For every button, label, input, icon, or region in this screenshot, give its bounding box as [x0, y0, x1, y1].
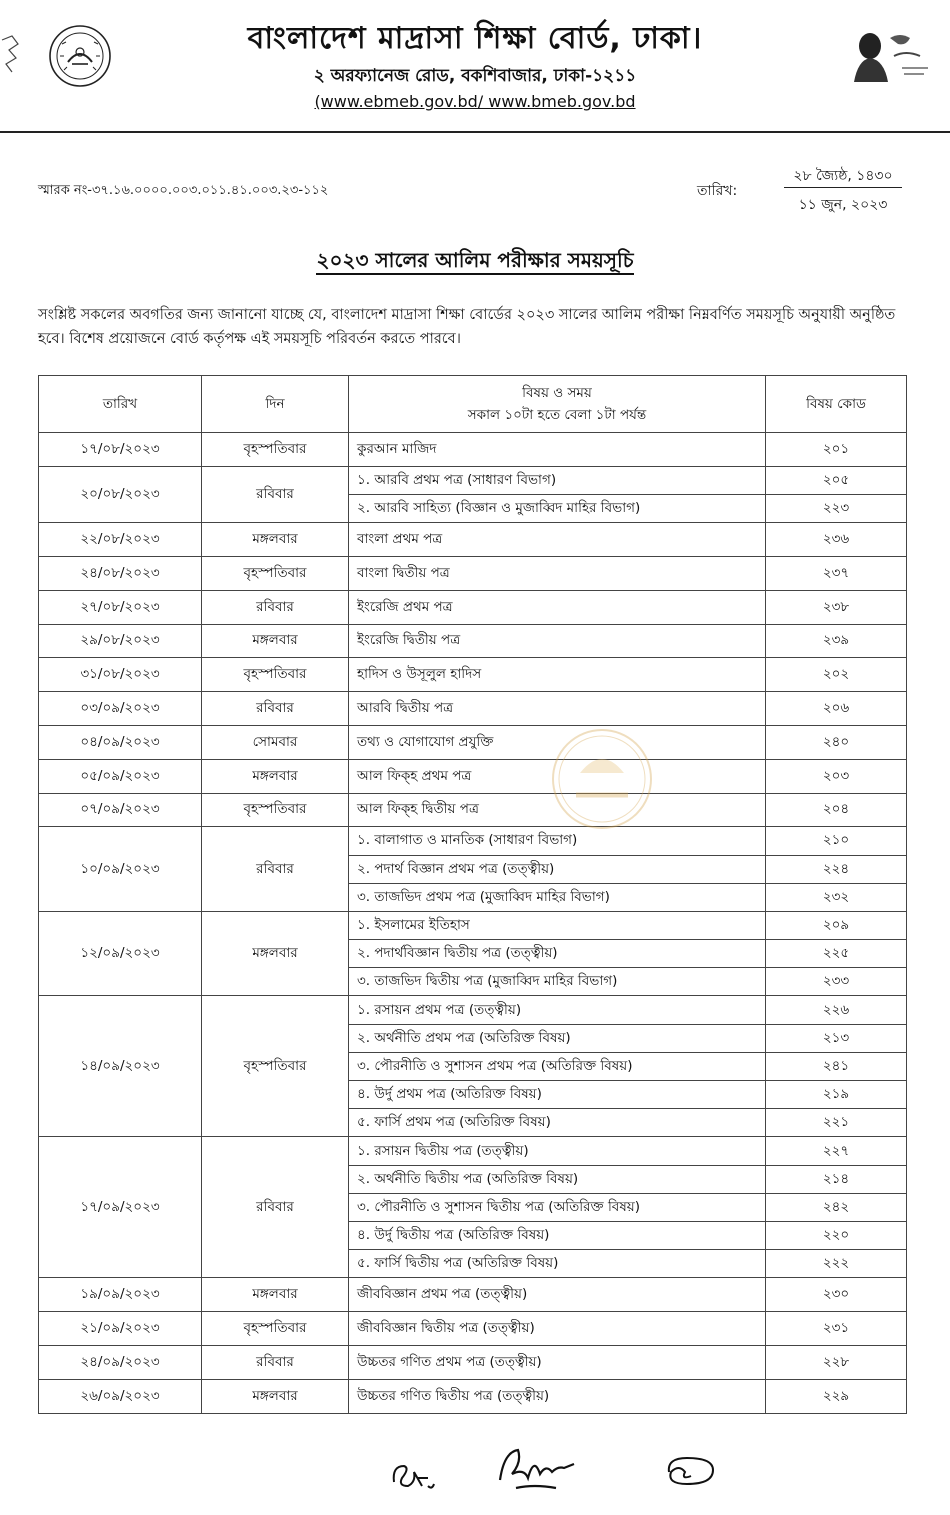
- exam-day: মঙ্গলবার: [202, 1278, 349, 1312]
- subject-code: ২০৫: [766, 466, 907, 494]
- exam-day: মঙ্গলবার: [202, 911, 349, 996]
- subject-code: ২১৪: [766, 1165, 907, 1193]
- board-websites-link[interactable]: (www.ebmeb.gov.bd/ www.bmeb.gov.bd: [314, 92, 636, 111]
- exam-date: ০৩/০৯/২০২৩: [39, 692, 202, 726]
- table-header-row: [39, 376, 907, 433]
- subject-code: ২২৬: [766, 996, 907, 1024]
- table-row: [39, 759, 907, 793]
- subject-code: ২২৪: [766, 855, 907, 883]
- table-row: [39, 658, 907, 692]
- exam-day: রবিবার: [202, 827, 349, 912]
- exam-day: বৃহস্পতিবার: [202, 658, 349, 692]
- exam-schedule-table: [38, 375, 907, 1414]
- date-label: তারিখ:: [697, 183, 738, 199]
- subject-name: ১. ইসলামের ইতিহাস: [349, 911, 766, 939]
- exam-date: ০৭/০৯/২০২৩: [39, 793, 202, 827]
- subject-code: ২৪০: [766, 725, 907, 759]
- subject-code: ২৩৭: [766, 556, 907, 590]
- header-divider: [0, 131, 950, 133]
- subject-name: ২. আরবি সাহিত্য (বিজ্ঞান ও মুজাব্বিদ মাহির বিভাগ): [349, 494, 766, 522]
- exam-day: মঙ্গলবার: [202, 624, 349, 658]
- board-address: ২ অরফ্যানেজ রোড, বকশিবাজার, ঢাকা-১২১১: [313, 66, 637, 86]
- exam-date: ০৪/০৯/২০২৩: [39, 725, 202, 759]
- subject-code: ২৩০: [766, 1278, 907, 1312]
- subject-code: ২৩২: [766, 883, 907, 911]
- subject-code: ২০৪: [766, 793, 907, 827]
- table-row: [39, 556, 907, 590]
- subject-code: ২৩৮: [766, 590, 907, 624]
- exam-date: ২৭/০৮/২০২৩: [39, 590, 202, 624]
- subject-code: ২৩৬: [766, 523, 907, 557]
- subject-code: ২৪২: [766, 1193, 907, 1221]
- exam-date: ২৪/০৮/২০২৩: [39, 556, 202, 590]
- subject-name: ৫. ফার্সি প্রথম পত্র (অতিরিক্ত বিষয়): [349, 1109, 766, 1137]
- subject-name: ইংরেজি দ্বিতীয় পত্র: [349, 624, 766, 658]
- table-row: [39, 1278, 907, 1312]
- exam-day: মঙ্গলবার: [202, 523, 349, 557]
- subject-name: ২. পদার্থ বিজ্ঞান প্রথম পত্র (তত্ত্বীয়): [349, 855, 766, 883]
- exam-day: রবিবার: [202, 590, 349, 624]
- subject-name: উচ্চতর গণিত দ্বিতীয় পত্র (তত্ত্বীয়): [349, 1379, 766, 1413]
- subject-code: ২২০: [766, 1221, 907, 1249]
- subject-name: ৪. উর্দু প্রথম পত্র (অতিরিক্ত বিষয়): [349, 1081, 766, 1109]
- exam-date: ২৪/০৯/২০২৩: [39, 1345, 202, 1379]
- subject-code: ২৪১: [766, 1052, 907, 1080]
- subject-code: ২৩৩: [766, 968, 907, 996]
- subject-name: ৩. তাজভিদ প্রথম পত্র (মুজাব্বিদ মাহির বিভাগ): [349, 883, 766, 911]
- table-row: [39, 1345, 907, 1379]
- subject-name: ইংরেজি প্রথম পত্র: [349, 590, 766, 624]
- date-bangla: ২৮ জ্যৈষ্ঠ, ১৪৩০: [793, 168, 893, 184]
- subject-code: ২৩৯: [766, 624, 907, 658]
- table-row: [39, 624, 907, 658]
- exam-day: বৃহস্পতিবার: [202, 793, 349, 827]
- subject-name: ২. অর্থনীতি দ্বিতীয় পত্র (অতিরিক্ত বিষয়): [349, 1165, 766, 1193]
- exam-day: রবিবার: [202, 1137, 349, 1278]
- subject-name: ৫. ফার্সি দ্বিতীয় পত্র (অতিরিক্ত বিষয়): [349, 1250, 766, 1278]
- subject-code: ২২৯: [766, 1379, 907, 1413]
- subject-name: আল ফিক্‌হ প্রথম পত্র: [349, 759, 766, 793]
- exam-date: ২৬/০৯/২০২৩: [39, 1379, 202, 1413]
- subject-code: ২২৫: [766, 940, 907, 968]
- date-divider: [784, 187, 902, 188]
- subject-name: ৩. পৌরনীতি ও সুশাসন প্রথম পত্র (অতিরিক্ত বিষয়): [349, 1052, 766, 1080]
- subject-name: জীববিজ্ঞান প্রথম পত্র (তত্ত্বীয়): [349, 1278, 766, 1312]
- subject-name: আল ফিক্‌হ দ্বিতীয় পত্র: [349, 793, 766, 827]
- table-row: [39, 1312, 907, 1346]
- exam-date: ৩১/০৮/২০২৩: [39, 658, 202, 692]
- exam-date: ২১/০৯/২০২৩: [39, 1312, 202, 1346]
- alormela-watermark-icon: [550, 727, 654, 831]
- table-row: [39, 692, 907, 726]
- subject-name: ৪. উর্দু দ্বিতীয় পত্র (অতিরিক্ত বিষয়): [349, 1221, 766, 1249]
- subject-name: ৩. তাজভিদ দ্বিতীয় পত্র (মুজাব্বিদ মাহির বিভাগ): [349, 968, 766, 996]
- table-row: [39, 466, 907, 494]
- header-code: বিষয় কোড: [766, 376, 907, 433]
- table-row: [39, 996, 907, 1024]
- exam-day: বৃহস্পতিবার: [202, 556, 349, 590]
- subject-code: ২২১: [766, 1109, 907, 1137]
- header-subject-line2: সকাল ১০টা হতে বেলা ১টা পর্যন্ত: [467, 407, 647, 423]
- signature-1-icon: [388, 1456, 436, 1496]
- subject-name: হাদিস ও উসূলুল হাদিস: [349, 658, 766, 692]
- document-title-text: ২০২৩ সালের আলিম পরীক্ষার সময়সূচি: [316, 248, 633, 275]
- subject-name: আরবি দ্বিতীয় পত্র: [349, 692, 766, 726]
- subject-code: ২০৬: [766, 692, 907, 726]
- exam-day: বৃহস্পতিবার: [202, 433, 349, 467]
- subject-name: বাংলা প্রথম পত্র: [349, 523, 766, 557]
- subject-code: ২১৯: [766, 1081, 907, 1109]
- subject-name: ১. আরবি প্রথম পত্র (সাধারণ বিভাগ): [349, 466, 766, 494]
- subject-code: ২০২: [766, 658, 907, 692]
- signature-3-icon: [657, 1452, 723, 1488]
- table-row: [39, 523, 907, 557]
- header-day: দিন: [202, 376, 349, 433]
- signature-2-icon: [494, 1444, 576, 1496]
- board-title: বাংলাদেশ মাদ্রাসা শিক্ষা বোর্ড, ঢাকা।: [247, 21, 703, 56]
- header-subject-line1: বিষয় ও সময়: [522, 385, 592, 401]
- subject-code: ২২৮: [766, 1345, 907, 1379]
- subject-code: ২১৩: [766, 1024, 907, 1052]
- exam-date: ২৯/০৮/২০২৩: [39, 624, 202, 658]
- exam-date: ১২/০৯/২০২৩: [39, 911, 202, 996]
- table-row: [39, 433, 907, 467]
- subject-code: ২৩১: [766, 1312, 907, 1346]
- exam-day: মঙ্গলবার: [202, 1379, 349, 1413]
- table-row: [39, 793, 907, 827]
- subject-name: ১. বালাগাত ও মানতিক (সাধারণ বিভাগ): [349, 827, 766, 855]
- table-row: [39, 1379, 907, 1413]
- exam-day: মঙ্গলবার: [202, 759, 349, 793]
- table-row: [39, 590, 907, 624]
- table-row: [39, 827, 907, 855]
- subject-name: তথ্য ও যোগাযোগ প্রযুক্তি: [349, 725, 766, 759]
- exam-day: রবিবার: [202, 1345, 349, 1379]
- exam-date: ২২/০৮/২০২৩: [39, 523, 202, 557]
- subject-code: ২২৭: [766, 1137, 907, 1165]
- exam-date: ১৯/০৯/২০২৩: [39, 1278, 202, 1312]
- exam-date: ১৭/০৯/২০২৩: [39, 1137, 202, 1278]
- exam-day: রবিবার: [202, 692, 349, 726]
- exam-day: বৃহস্পতিবার: [202, 996, 349, 1137]
- subject-name: ৩. পৌরনীতি ও সুশাসন দ্বিতীয় পত্র (অতিরিক্ত বিষয়): [349, 1193, 766, 1221]
- subject-code: ২২২: [766, 1250, 907, 1278]
- table-row: [39, 725, 907, 759]
- subject-name: ১. রসায়ন প্রথম পত্র (তত্ত্বীয়): [349, 996, 766, 1024]
- document-title: [0, 246, 950, 279]
- table-row: [39, 1137, 907, 1165]
- exam-day: সোমবার: [202, 725, 349, 759]
- header-date: তারিখ: [39, 376, 202, 433]
- subject-code: ২১০: [766, 827, 907, 855]
- subject-code: ২০৯: [766, 911, 907, 939]
- subject-code: ২০১: [766, 433, 907, 467]
- subject-name: ২. পদার্থবিজ্ঞান দ্বিতীয় পত্র (তত্ত্বীয়): [349, 940, 766, 968]
- memo-number: স্মারক নং-৩৭.১৬.০০০০.০০৩.০১১.৪১.০০৩.২৩-১১২: [38, 183, 329, 198]
- subject-name: কুরআন মাজিদ: [349, 433, 766, 467]
- table-row: [39, 911, 907, 939]
- subject-name: ২. অর্থনীতি প্রথম পত্র (অতিরিক্ত বিষয়): [349, 1024, 766, 1052]
- exam-date: ১০/০৯/২০২৩: [39, 827, 202, 912]
- date-gregorian: ১১ জুন, ২০২৩: [798, 197, 888, 213]
- subject-code: ২২৩: [766, 494, 907, 522]
- subject-name: বাংলা দ্বিতীয় পত্র: [349, 556, 766, 590]
- subject-name: উচ্চতর গণিত প্রথম পত্র (তত্ত্বীয়): [349, 1345, 766, 1379]
- exam-date: ১৭/০৮/২০২৩: [39, 433, 202, 467]
- exam-date: ১৪/০৯/২০২৩: [39, 996, 202, 1137]
- header-subject: [349, 376, 766, 433]
- intro-paragraph: সংশ্লিষ্ট সকলের অবগতির জন্য জানানো যাচ্ছে যে, বাংলাদেশ মাদ্রাসা শিক্ষা বোর্ডের ২০২৩ সালের আলিম পরীক্ষা নিম্নবর্ণিত সময়সূচি অনুযায়ী অনুষ্ঠিত হবে। বিশেষ প্রয়োজনে বোর্ড কর্তৃপক্ষ এই সময়সূচি পরিবর্তন করতে পারবে।: [38, 307, 896, 347]
- exam-date: ২০/০৮/২০২৩: [39, 466, 202, 522]
- exam-date: ০৫/০৯/২০২৩: [39, 759, 202, 793]
- subject-name: জীববিজ্ঞান দ্বিতীয় পত্র (তত্ত্বীয়): [349, 1312, 766, 1346]
- schedule-body: [39, 433, 907, 1414]
- exam-day: রবিবার: [202, 466, 349, 522]
- subject-name: ১. রসায়ন দ্বিতীয় পত্র (তত্ত্বীয়): [349, 1137, 766, 1165]
- exam-day: বৃহস্পতিবার: [202, 1312, 349, 1346]
- subject-code: ২০৩: [766, 759, 907, 793]
